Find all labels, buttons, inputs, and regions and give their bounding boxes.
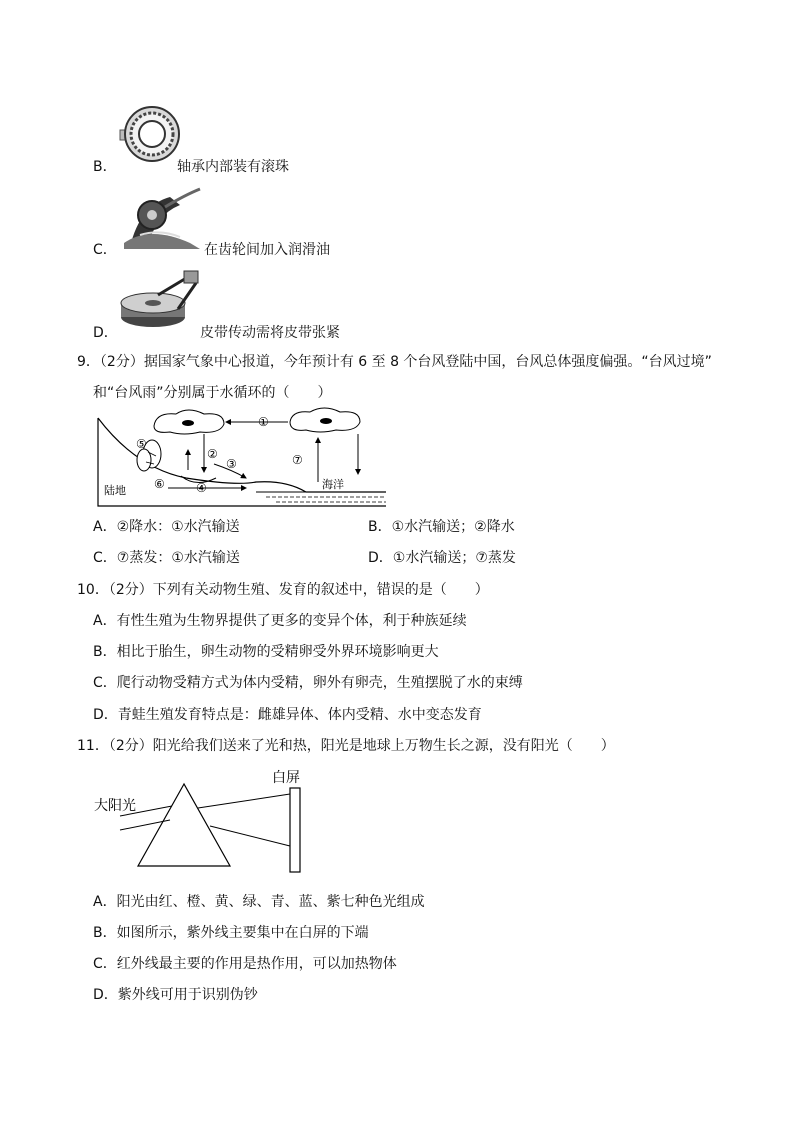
white-screen-label: 白屏 (272, 770, 300, 786)
q11-option-a: A．阳光由红、橙、黄、绿、青、蓝、紫七种色光组成 (93, 894, 425, 910)
q8-option-d-caption: 皮带传动需将皮带张紧 (200, 325, 340, 341)
q9-stem-line2: 和“台风雨”分别属于水循环的（ ） (93, 385, 332, 401)
q10-stem: 10．（2分）下列有关动物生殖、发育的叙述中，错误的是（ ） (77, 582, 489, 598)
sunlight-label: 大阳光 (94, 798, 136, 814)
q9-option-b: B．①水汽输送；②降水 (368, 519, 515, 535)
q10-option-d: D．青蛙生殖发育特点是：雌雄异体、体内受精、水中变态发育 (93, 707, 482, 723)
water-cycle-diagram (96, 408, 388, 508)
q9-option-d: D．①水汽输送；⑦蒸发 (368, 550, 516, 566)
q11-option-d: D．紫外线可用于识别伪钞 (93, 987, 258, 1003)
marker-4: ④ (196, 481, 207, 495)
marker-1: ① (258, 415, 269, 429)
q11-stem: 11．（2分）阳光给我们送来了光和热，阳光是地球上万物生长之源，没有阳光（ ） (77, 738, 615, 754)
q9-stem-line1: 9．（2分）据国家气象中心报道，今年预计有 6 至 8 个台风登陆中国，台风总体强度偏强。“台风过境” (77, 354, 712, 370)
q8-option-d-letter: D． (93, 325, 118, 341)
land-label: 陆地 (104, 484, 126, 497)
q8-option-c-caption: 在齿轮间加入润滑油 (204, 242, 330, 258)
marker-7: ⑦ (292, 453, 303, 467)
bearing-image (112, 96, 182, 176)
q11-option-c: C．红外线最主要的作用是热作用，可以加热物体 (93, 956, 397, 972)
q10-option-c: C．爬行动物受精方式为体内受精，卵外有卵壳，生殖摆脱了水的束缚 (93, 675, 523, 691)
gear-oil-image (120, 185, 202, 255)
q8-option-b-letter: B． (93, 159, 117, 175)
q11-option-b: B．如图所示，紫外线主要集中在白屏的下端 (93, 925, 369, 941)
ocean-label: 海洋 (322, 478, 344, 491)
q9-option-a: A．②降水：①水汽输送 (93, 519, 240, 535)
q8-option-c-letter: C． (93, 242, 117, 258)
q10-option-b: B．相比于胎生，卵生动物的受精卵受外界环境影响更大 (93, 644, 439, 660)
q9-option-c: C．⑦蒸发：①水汽输送 (93, 550, 240, 566)
marker-2: ② (207, 447, 218, 461)
q8-option-b-caption: 轴承内部装有滚珠 (177, 159, 289, 175)
marker-3: ③ (226, 457, 237, 471)
q10-option-a: A．有性生殖为生物界提供了更多的变异个体，利于种族延续 (93, 613, 467, 629)
marker-6: ⑥ (154, 477, 165, 491)
marker-5: ⑤ (136, 437, 147, 451)
prism-diagram (92, 764, 312, 878)
belt-drive-image (118, 265, 203, 340)
